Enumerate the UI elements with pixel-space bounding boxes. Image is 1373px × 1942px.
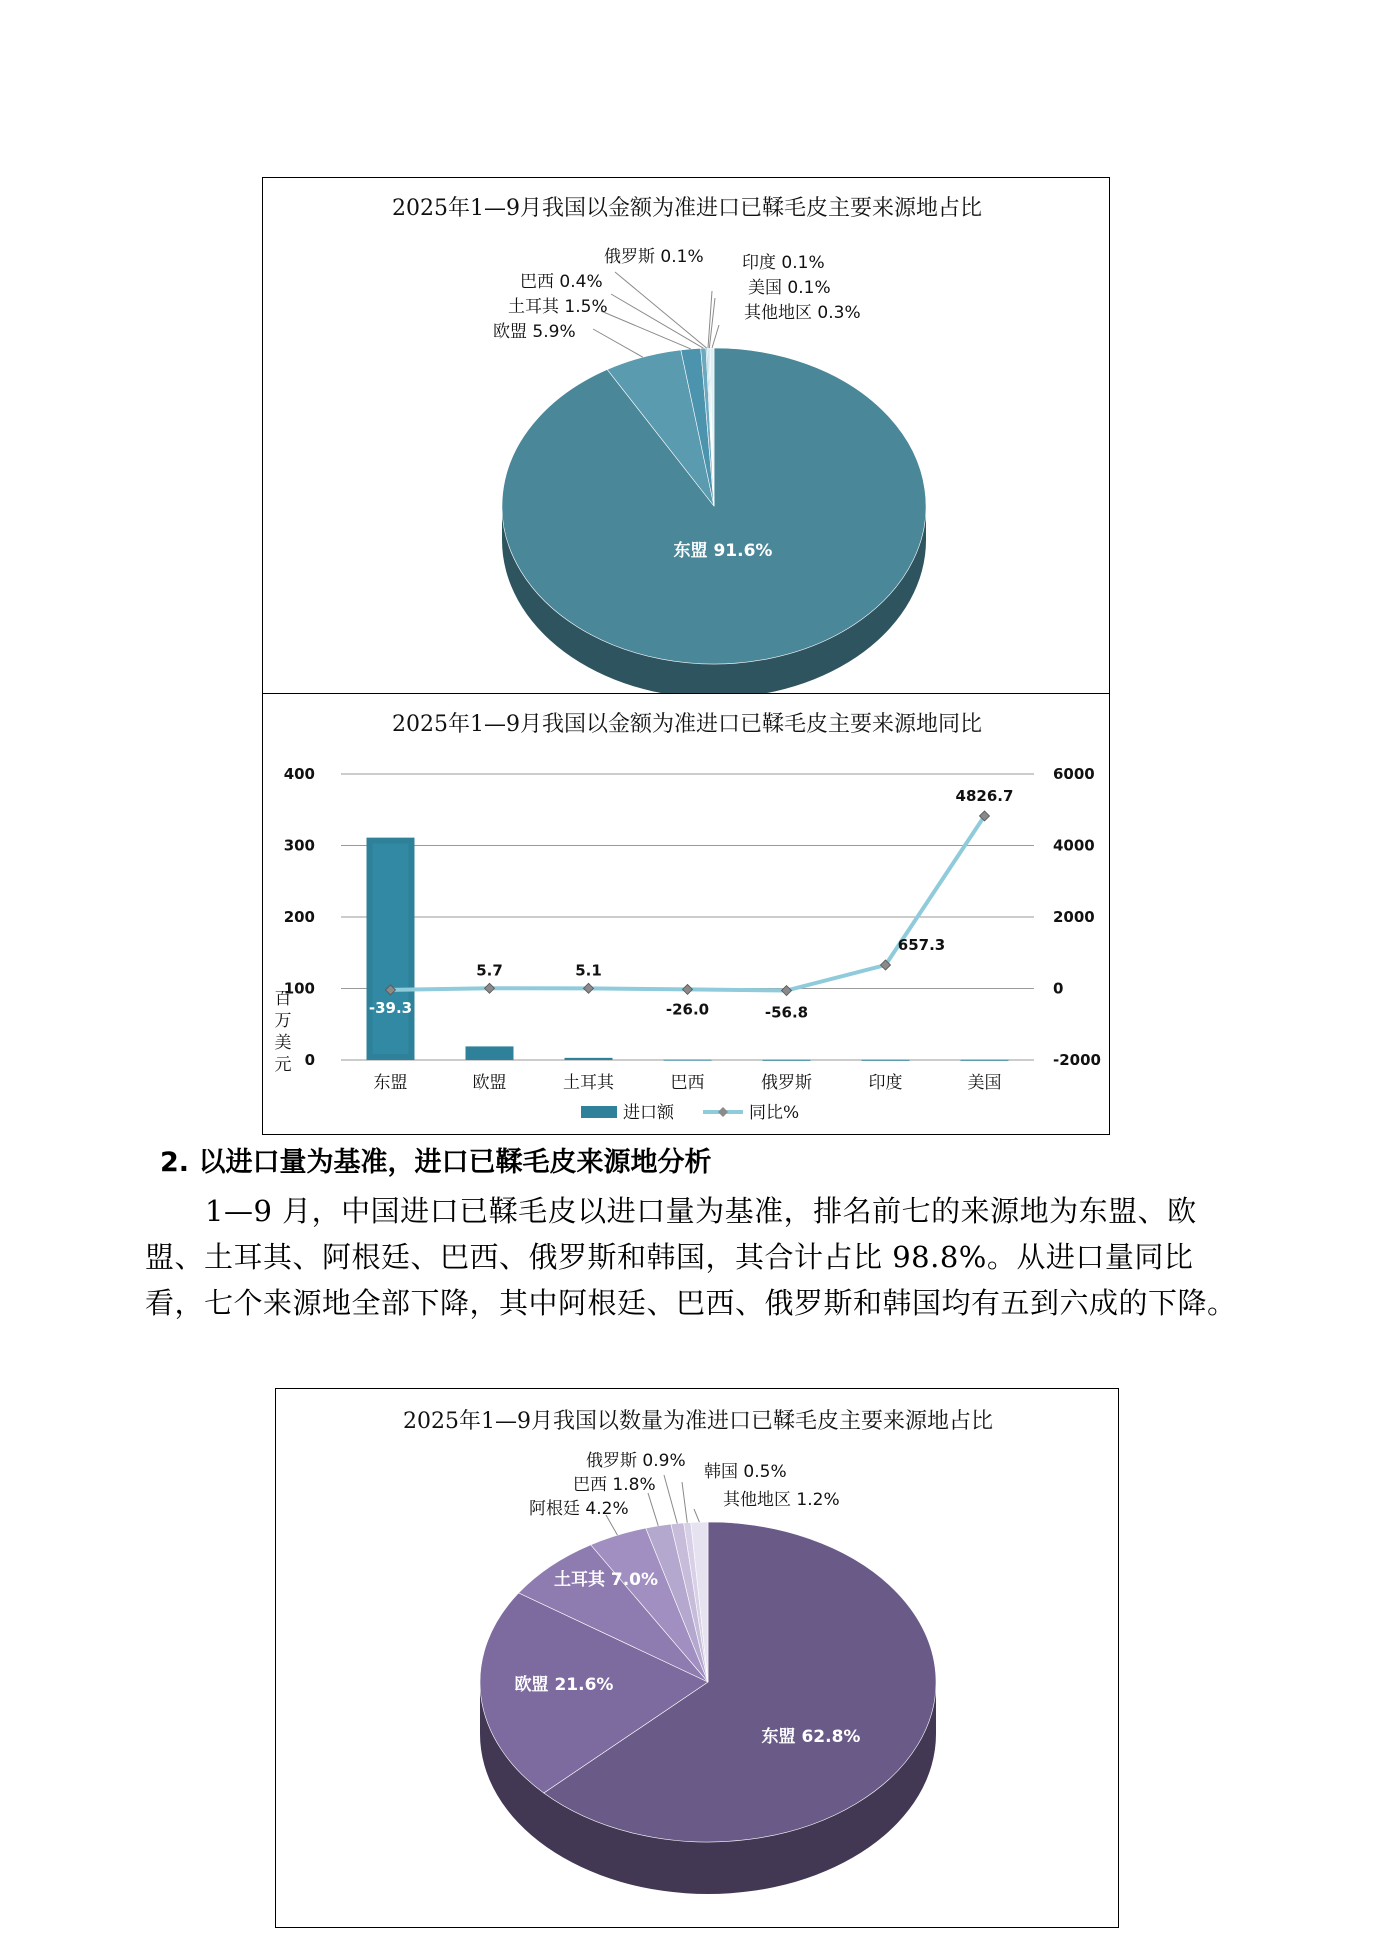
yoy-marker (485, 983, 495, 993)
leader-line (601, 311, 691, 349)
yoy-data-label: -39.3 (368, 998, 413, 1017)
legend-line-marker (718, 1107, 728, 1117)
slice-label: 韩国 0.5% (704, 1462, 787, 1482)
slice-label: 美国 0.1% (748, 278, 831, 298)
chart-title: 2025年1—9月我国以数量为准进口已鞣毛皮主要来源地占比 (403, 1409, 993, 1434)
slice-label: 东盟 62.8% (761, 1727, 861, 1747)
legend-bar-swatch (581, 1106, 617, 1118)
y-axis-label: 美 (274, 1033, 292, 1053)
quantity-share-pie-panel (275, 1388, 1119, 1928)
quantity-share-pie-chart (276, 1389, 1120, 1929)
section-heading: 2. 以进口量为基准，进口已鞣毛皮来源地分析 (160, 1147, 712, 1178)
y-tick-label: 200 (283, 908, 315, 926)
y-tick-label: 400 (283, 765, 315, 783)
leader-line (694, 1509, 699, 1522)
bar-俄罗斯 (763, 1060, 811, 1061)
y-tick-label: 300 (283, 836, 315, 855)
y2-tick-label: 4000 (1053, 836, 1095, 855)
slice-label: 巴西 1.8% (573, 1475, 656, 1495)
bar-bevel (373, 844, 409, 1054)
value-yoy-combo-chart (263, 694, 1111, 1136)
leader-line (682, 1482, 687, 1523)
slice-label: 俄罗斯 0.1% (604, 247, 704, 267)
bar-巴西 (664, 1060, 712, 1061)
y2-tick-label: 6000 (1053, 765, 1095, 783)
slice-label: 印度 0.1% (742, 253, 825, 273)
slice-label: 巴西 0.4% (520, 272, 603, 292)
chart-title: 2025年1—9月我国以金额为准进口已鞣毛皮主要来源地占比 (392, 196, 982, 221)
x-tick-label: 土耳其 (563, 1073, 614, 1093)
y-tick-label: 100 (283, 979, 315, 998)
legend-bar-label: 进口额 (623, 1103, 674, 1123)
slice-label: 土耳其 7.0% (553, 1570, 659, 1590)
bar-印度 (862, 1060, 910, 1061)
yoy-data-label: 4826.7 (955, 786, 1014, 805)
y-axis-label: 百 (274, 989, 292, 1009)
yoy-marker (782, 986, 792, 996)
yoy-data-label: 657.3 (897, 936, 946, 955)
y-tick-label: 0 (304, 1051, 315, 1069)
slice-label: 欧盟 5.9% (493, 322, 576, 342)
y-axis-label: 元 (274, 1055, 292, 1075)
leader-line (664, 1475, 677, 1523)
leader-line (593, 329, 643, 357)
leader-line (712, 325, 719, 348)
leader-line (648, 1493, 658, 1526)
yoy-data-label: 5.1 (575, 961, 602, 980)
y2-tick-label: 2000 (1053, 908, 1095, 926)
slice-label: 东盟 91.6% (673, 541, 773, 561)
yoy-data-label: -26.0 (665, 1000, 710, 1019)
value-share-pie-panel (262, 177, 1110, 695)
y-axis-label: 万 (274, 1011, 292, 1031)
x-tick-label: 俄罗斯 (761, 1073, 812, 1093)
slice-label: 阿根廷 4.2% (529, 1499, 629, 1519)
x-tick-label: 巴西 (670, 1073, 705, 1093)
slice-label: 其他地区 0.3% (744, 303, 861, 323)
yoy-data-label: 5.7 (476, 961, 503, 980)
x-tick-label: 美国 (967, 1073, 1002, 1093)
x-tick-label: 欧盟 (472, 1073, 507, 1093)
y2-tick-label: 0 (1053, 979, 1064, 998)
bar-欧盟 (466, 1046, 514, 1060)
yoy-marker (683, 984, 693, 994)
value-yoy-combo-panel (262, 693, 1110, 1135)
slice-label: 土耳其 1.5% (508, 297, 608, 317)
legend-line-label: 同比% (749, 1103, 800, 1123)
slice-label: 欧盟 21.6% (514, 1675, 614, 1695)
value-share-pie-chart (263, 178, 1111, 696)
bar-土耳其 (565, 1058, 613, 1060)
chart-title: 2025年1—9月我国以金额为准进口已鞣毛皮主要来源地同比 (392, 712, 982, 737)
section-paragraph: 1—9 月，中国进口已鞣毛皮以进口量为基准，排名前七的来源地为东盟、欧盟、土耳其、阿根廷、巴西、俄罗斯和韩国，其合计占比 98.8%。从进口量同比看，七个来源地全部下降，其中阿根廷、巴西、俄罗斯和韩国均有五到六成的下降。 (145, 1194, 1237, 1320)
x-tick-label: 东盟 (373, 1073, 408, 1093)
yoy-data-label: -56.8 (764, 1003, 809, 1022)
y2-tick-label: -2000 (1053, 1051, 1101, 1069)
x-tick-label: 印度 (868, 1073, 903, 1093)
slice-label: 其他地区 1.2% (723, 1490, 840, 1510)
yoy-marker (584, 983, 594, 993)
bar-美国 (961, 1060, 1009, 1061)
slice-label: 俄罗斯 0.9% (586, 1451, 686, 1471)
